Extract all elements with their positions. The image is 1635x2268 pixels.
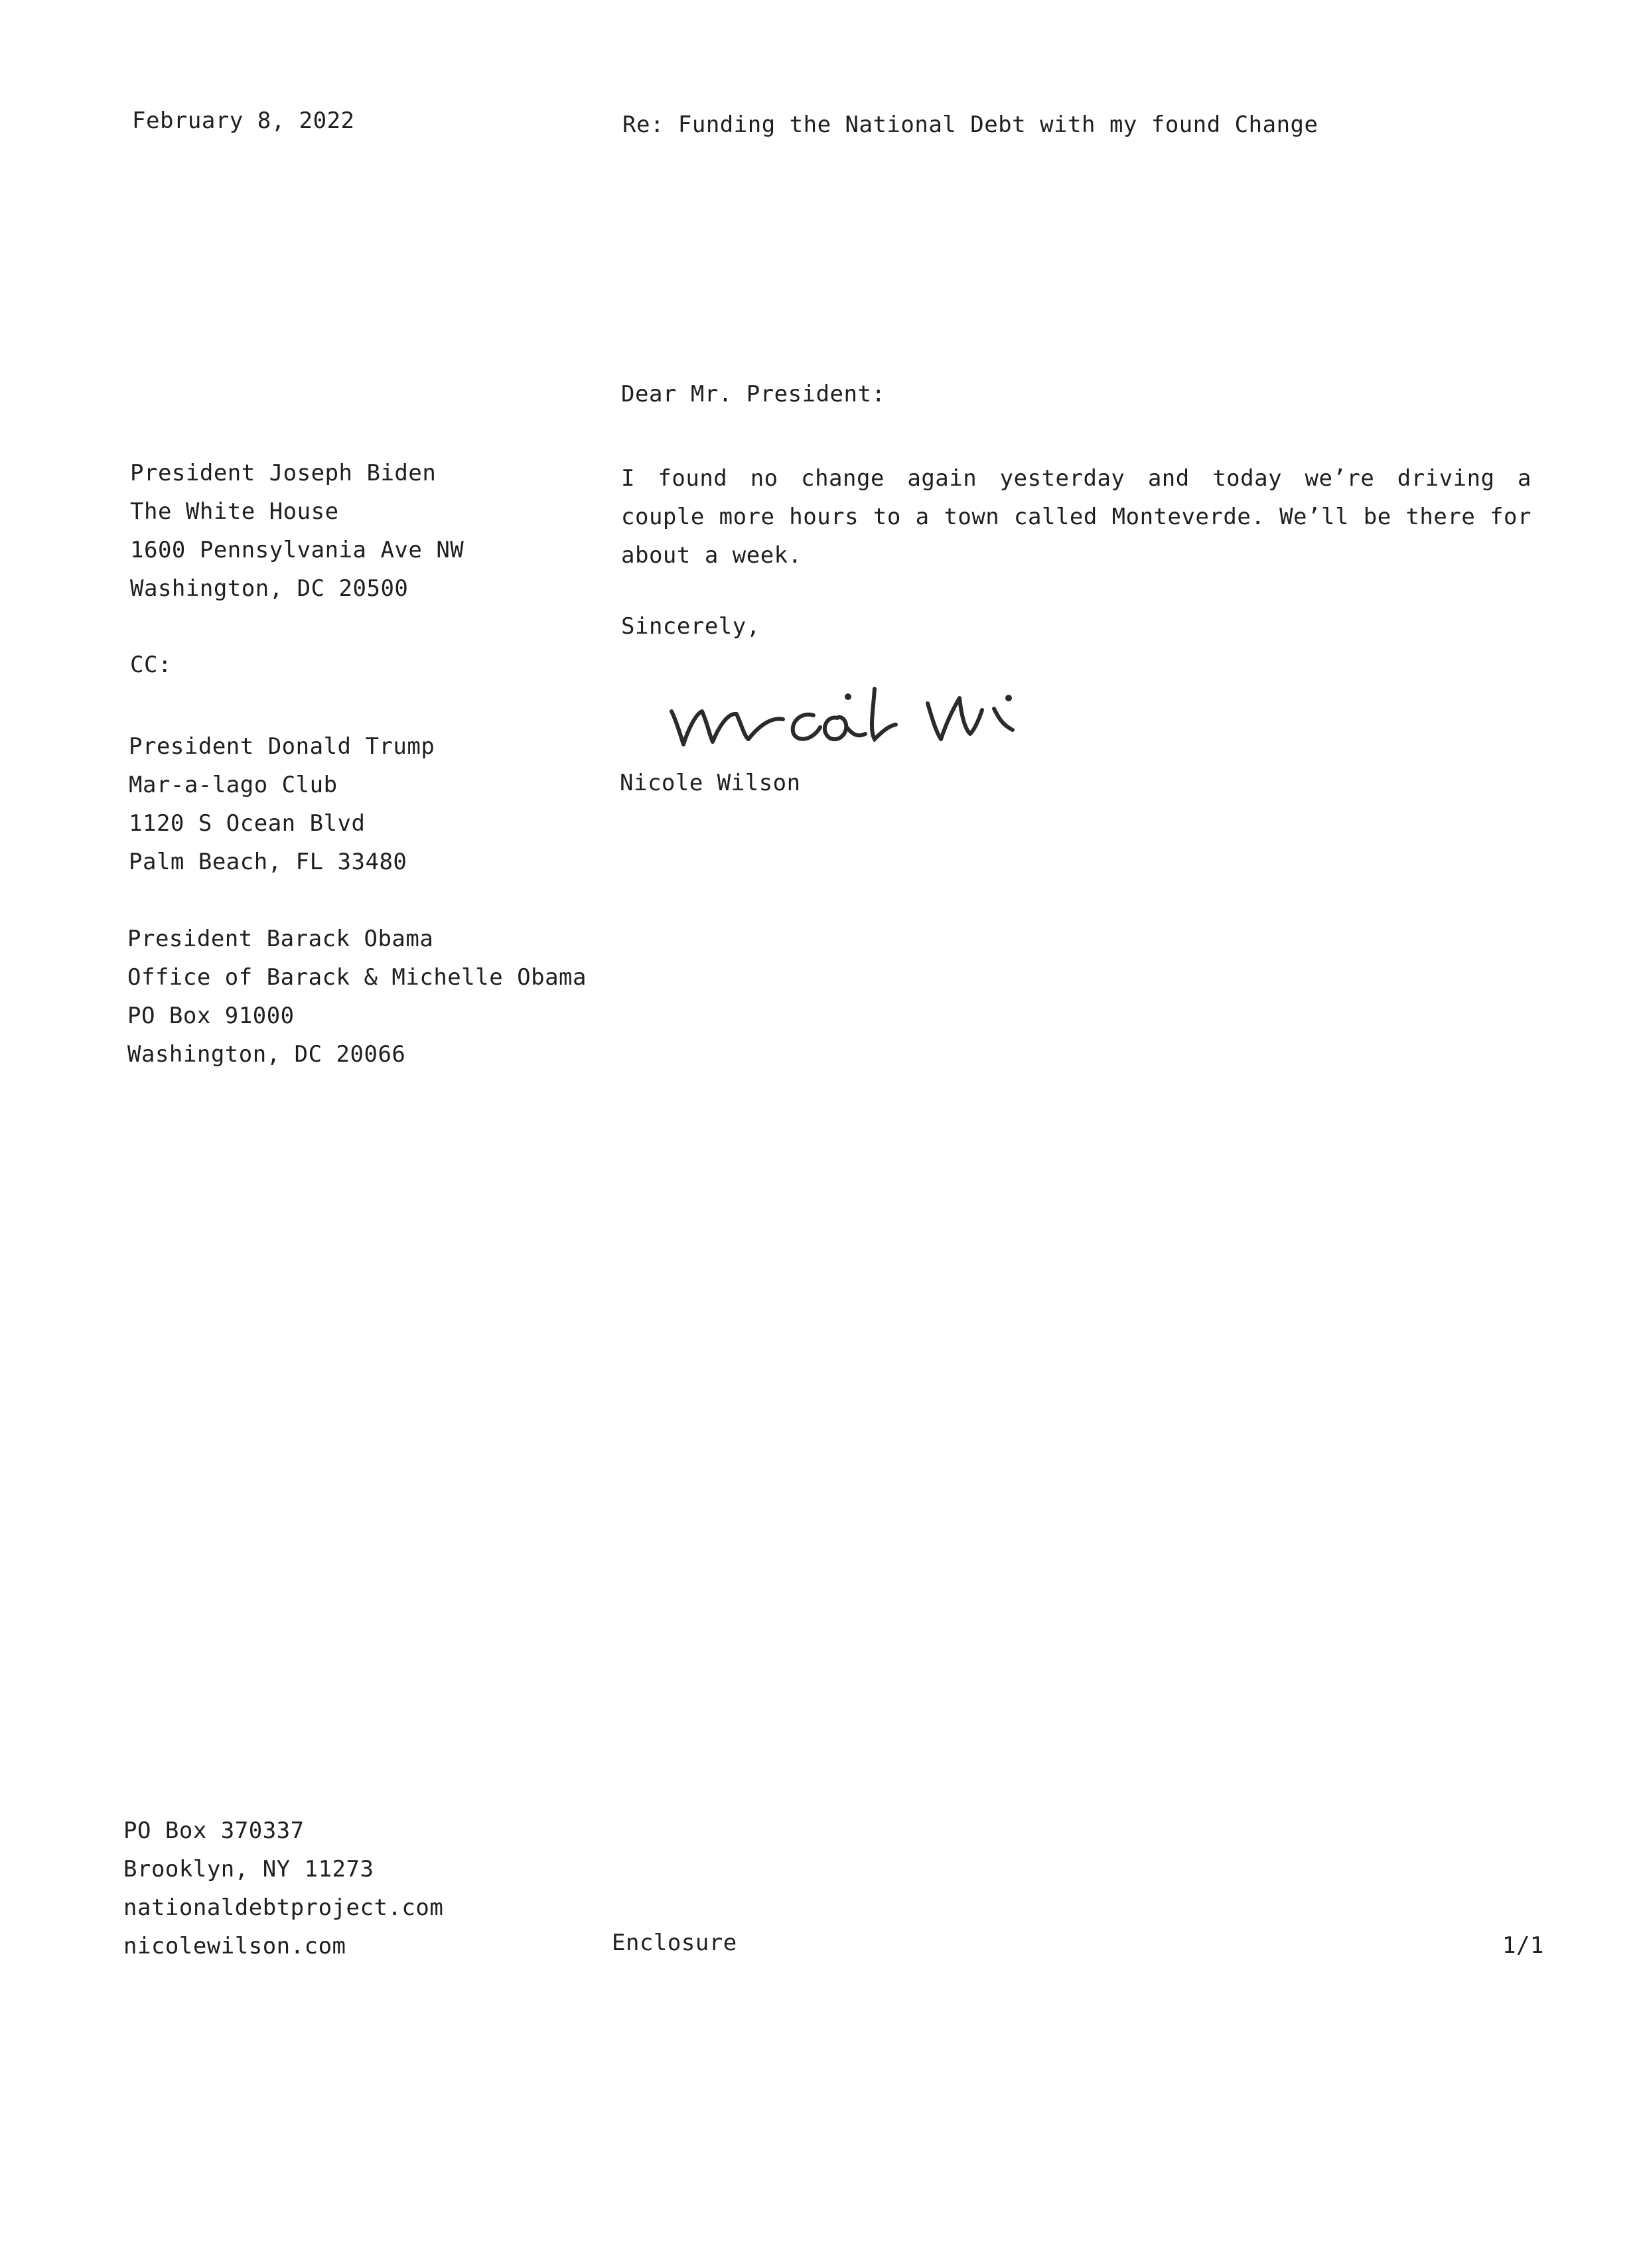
signature-icon: [664, 670, 1035, 763]
enclosure-label: Enclosure: [612, 1930, 737, 1956]
cc-line: Washington, DC 20066: [127, 1041, 406, 1068]
cc-line: Office of Barack & Michelle Obama: [127, 964, 587, 991]
cc-line: PO Box 91000: [127, 1003, 295, 1029]
closing: Sincerely,: [621, 613, 760, 640]
cc-line: 1120 S Ocean Blvd: [129, 810, 366, 837]
cc-label: CC:: [130, 652, 172, 678]
letter-subject: Re: Funding the National Debt with my found Change: [622, 111, 1318, 138]
recipient-line: 1600 Pennsylvania Ave NW: [130, 537, 464, 563]
sender-line: Brooklyn, NY 11273: [123, 1856, 374, 1882]
sender-address: [123, 1811, 443, 1965]
recipient-line: Washington, DC 20500: [130, 575, 409, 602]
cc-address-obama: [127, 920, 587, 1074]
recipient-line: The White House: [130, 498, 339, 525]
recipient-line: President Joseph Biden: [130, 460, 437, 486]
cc-line: President Donald Trump: [129, 733, 435, 760]
recipient-address: [130, 454, 464, 608]
page-number: 1/1: [1502, 1932, 1544, 1959]
signer-name: Nicole Wilson: [620, 770, 801, 796]
cc-address-trump: [129, 727, 435, 881]
sender-website: nicolewilson.com: [123, 1933, 346, 1959]
letter-body: I found no change again yesterday and today we’re driving a couple more hours to a town called Monteverde. We’ll be there for about a week.: [621, 465, 1531, 569]
salutation: Dear Mr. President:: [621, 381, 886, 407]
cc-line: President Barack Obama: [127, 926, 434, 952]
letter-date: February 8, 2022: [132, 107, 355, 134]
cc-line: Mar-a-lago Club: [129, 772, 338, 798]
sender-website: nationaldebtproject.com: [123, 1894, 444, 1921]
cc-line: Palm Beach, FL 33480: [129, 849, 407, 875]
sender-line: PO Box 370337: [123, 1817, 305, 1844]
